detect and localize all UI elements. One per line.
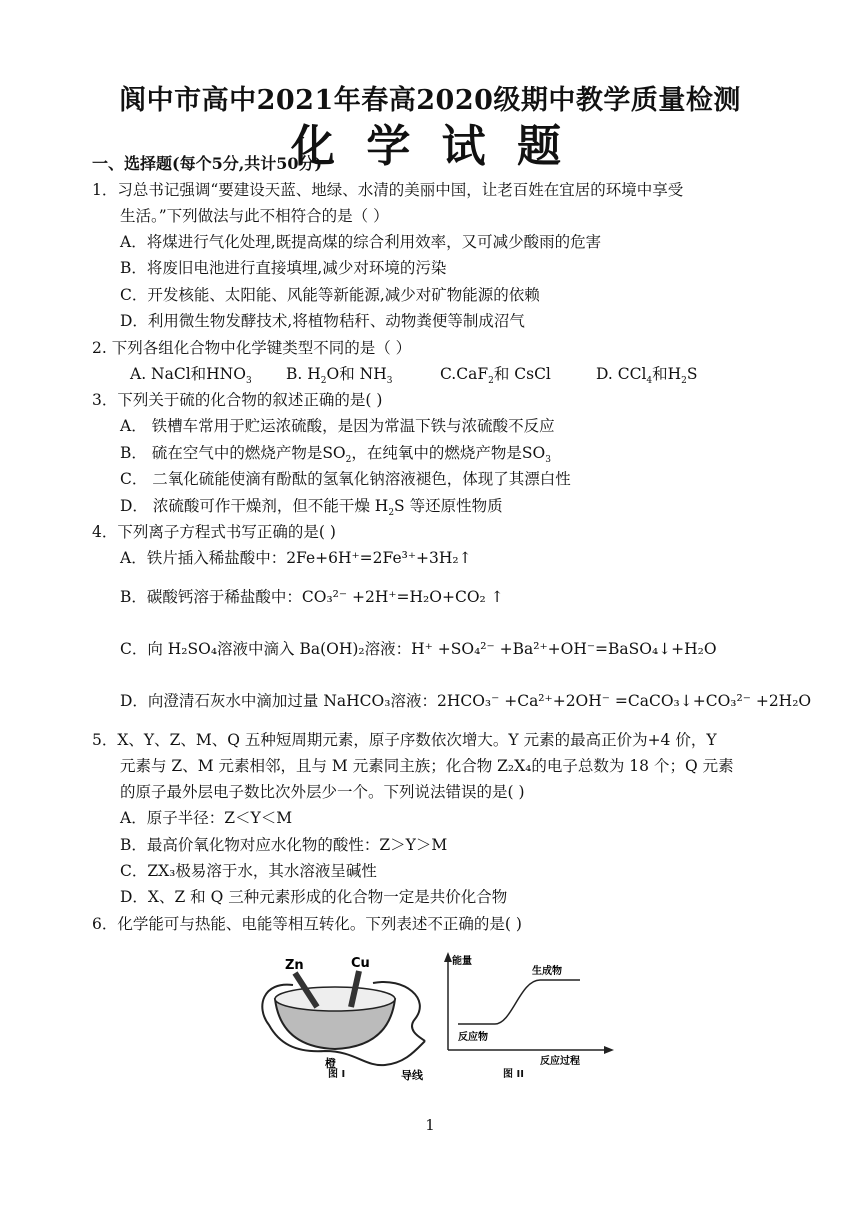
q5-option-a: A．原子半径：Z＜Y＜M [120,809,293,827]
figure-1-caption: 图 I [328,1069,346,1080]
q3-stem: 3．下列关于硫的化合物的叙述正确的是( ) [92,391,383,409]
q3-option-b: B． 硫在空气中的燃烧产物是$SO_2$，在纯氧中的燃烧产物是$SO_3$ [120,444,551,466]
figure-2-energy-diagram [440,950,620,1070]
zn-label: Zn [285,958,304,973]
q5-stem-line1: 5．X、Y、Z、M、Q 五种短周期元素，原子序数依次增大。Y 元素的最高正价为+4 价，Y [92,731,717,749]
q3-option-c: C． 二氧化硫能使滴有酚酞的氢氧化钠溶液褪色，体现了其漂白性 [120,470,571,488]
q4-option-b: B．碳酸钙溶于稀盐酸中：CO₃²⁻ +2H⁺=H₂O+CO₂ ↑ [120,588,504,606]
exam-title: 阆中市高中2021年春高2020级期中教学质量检测 [119,85,741,116]
figure-2-caption: 图 II [503,1069,524,1080]
orange-cut-surface [275,987,395,1011]
subject-title: 化 学 试 题 [291,121,569,172]
q2-option-a: A. NaCl和$HNO_3$ [130,365,252,387]
q1-option-c: C．开发核能、太阳能、风能等新能源,减少对矿物能源的依赖 [120,286,540,304]
q4-option-a: A．铁片插入稀盐酸中：2Fe+6H⁺=2Fe³⁺+3H₂↑ [120,549,472,567]
q6-stem: 6．化学能可与热能、电能等相互转化。下列表述不正确的是( ) [92,915,522,933]
q4-stem: 4．下列离子方程式书写正确的是( ) [92,523,336,541]
reactant-label: 反应物 [458,1032,488,1043]
q3-option-d: D． 浓硫酸可作干燥剂，但不能干燥 $H_2S$ 等还原性物质 [120,497,503,519]
orange-label: 橙 [325,1057,336,1070]
q4-option-c: C．向 H₂SO₄溶液中滴入 Ba(OH)₂溶液：H⁺ +SO₄²⁻ +Ba²⁺+OH⁻=BaSO₄↓+H₂O [120,640,717,658]
figure-1-fruit-battery [255,955,440,1085]
cu-label: Cu [351,956,370,971]
q5-option-c: C．ZX₃极易溶于水，其水溶液呈碱性 [120,862,377,880]
product-label: 生成物 [532,966,562,977]
q1-stem-line1: 1．习总书记强调“要建设天蓝、地绿、水清的美丽中国，让老百姓在宜居的环境中享受 [92,181,684,199]
q4-option-d: D．向澄清石灰水中滴加过量 NaHCO₃溶液：2HCO₃⁻ +Ca²⁺+2OH⁻ =CaCO₃↓+CO₃²⁻ +2H₂O [120,692,812,710]
q1-option-d: D．利用微生物发酵技术,将植物秸秆、动物粪便等制成沼气 [120,312,525,330]
q1-option-a: A．将煤进行气化处理,既提高煤的综合利用效率，又可减少酸雨的危害 [120,233,602,251]
q5-option-d: D．X、Z 和 Q 三种元素形成的化合物一定是共价化合物 [120,888,508,906]
x-axis-arrow [604,1046,614,1054]
q1-stem-line2: 生活。”下列做法与此不相符合的是（ ） [120,207,389,225]
wire-label: 导线 [401,1069,423,1082]
q2-option-d: D. CCl$_4$和$H_2S$ [596,365,698,387]
reaction-progress-label: 反应过程 [540,1056,580,1067]
page-number: 1 [425,1116,435,1134]
q5-stem-line3: 的原子最外层电子数比次外层少一个。下列说法错误的是( ) [120,783,525,801]
q2-option-b: B. $H_2O$和 $NH_3$ [286,365,393,387]
q1-option-b: B．将废旧电池进行直接填埋,减少对环境的污染 [120,259,447,277]
y-axis-arrow [444,952,452,962]
q2-option-c: C.CaF$_2$和 CsCl [440,365,551,387]
section-heading: 一、选择题(每个5分,共计50分) [92,154,323,173]
q5-option-b: B．最高价氧化物对应水化物的酸性：Z＞Y＞M [120,836,448,854]
energy-curve [458,980,580,1024]
q5-stem-line2: 元素与 Z、M 元素相邻，且与 M 元素同主族；化合物 Z₂X₄的电子总数为 18 个；Q 元素 [120,757,734,775]
energy-label: 能量 [452,956,472,967]
q3-option-a: A． 铁槽车常用于贮运浓硫酸，是因为常温下铁与浓硫酸不反应 [120,417,555,435]
q2-stem: 2. 下列各组化合物中化学键类型不同的是（ ） [92,339,412,357]
